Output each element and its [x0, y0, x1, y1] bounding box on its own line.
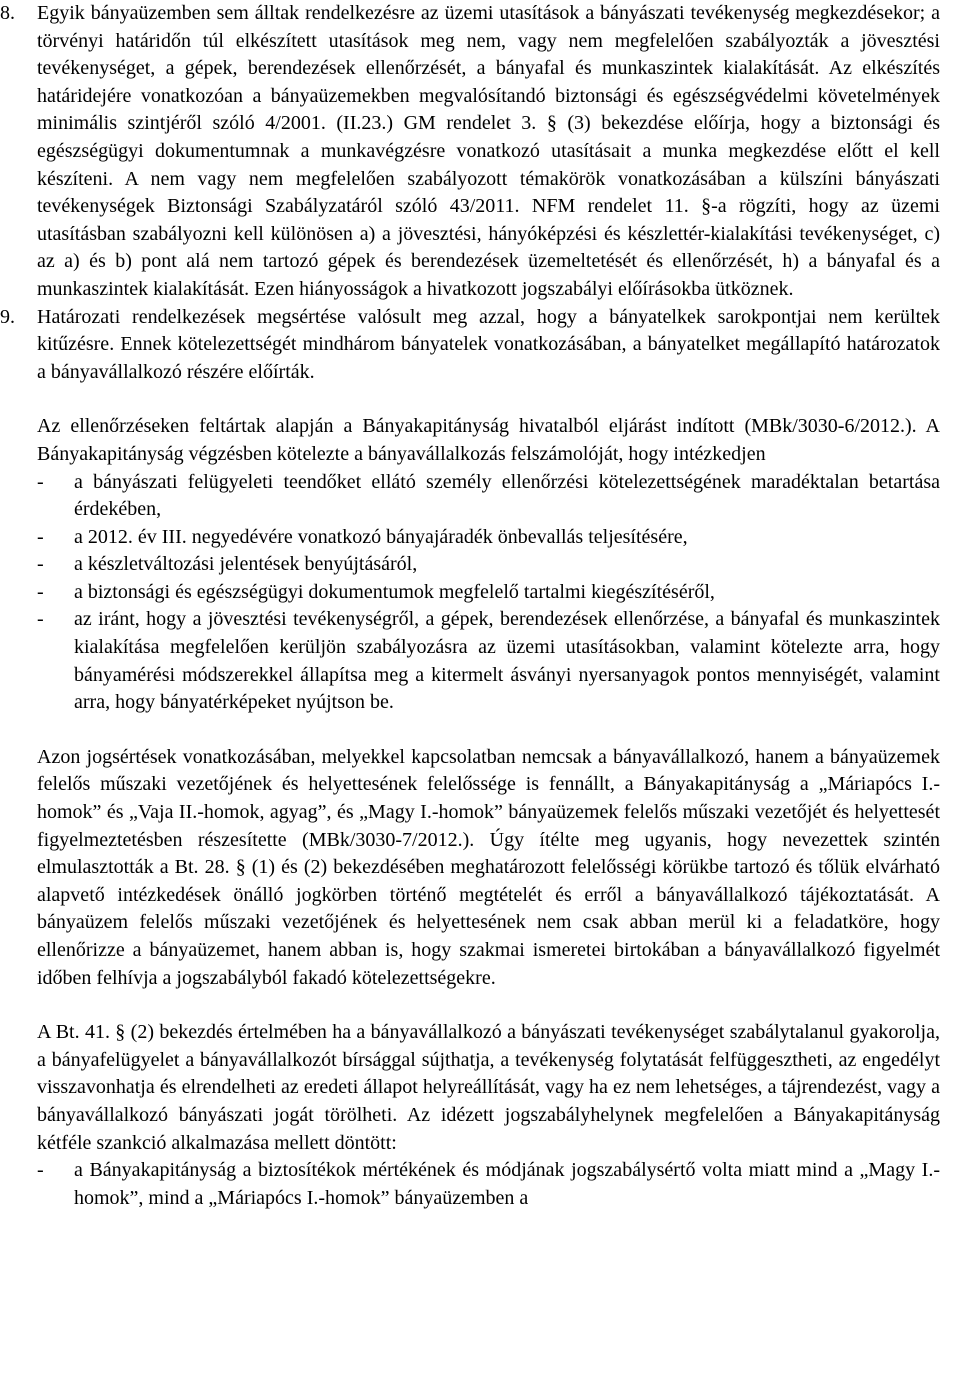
bullet-text: a Bányakapitányság a biztosítékok mértékének és módjának jogszabálysértő volta miatt mind a „Magy I.-homok”, mind a „Máriapócs I.-homok” bányaüzemben a — [74, 1159, 940, 1209]
numbered-item-8 — [0, 0, 940, 304]
bullet-dash: - — [37, 470, 44, 493]
bt41-paragraph: A Bt. 41. § (2) bekezdés értelmében ha a bányavállalkozó a bányászati tevékenységet szabálytalanul gyakorolja, a bányafelügyelet a bányavállalkozót bírsággal sújthatja, a tevékenység folytatását felfüggesztheti, az engedélyt visszavonhatja és elrendelheti az eredeti állapot helyreállítását, vagy ha ez nem lehetséges, a tájrendezést, vagy a bányavállalkozó bányászati jogát törölheti. Az idézett jogszabályhelynek megfelelően a Bányakapitányság kétféle szankció alkalmazása mellett döntött: — [37, 1021, 940, 1154]
bullet-dash: - — [37, 525, 44, 548]
paragraph-gap — [0, 386, 960, 413]
paragraph-gap — [0, 717, 960, 744]
bullet-dash: - — [37, 580, 44, 603]
bullet-item — [0, 469, 940, 524]
bullet-text: a készletváltozási jelentések benyújtásáról, — [74, 553, 418, 576]
bullet-dash: - — [37, 608, 44, 631]
bullet-item — [0, 606, 940, 716]
bullet-item — [0, 524, 940, 552]
bullet-item — [0, 551, 940, 579]
item-number: 9. — [0, 305, 15, 328]
item-text: Egyik bányaüzemben sem álltak rendelkezésre az üzemi utasítások a bányászati tevékenység megkezdésekor; a törvényi határidőn túl elkészített utasítások meg nem, vagy nem megfelelően szabályozták a jövesztési tevékenységet, a gépek, berendezések ellenőrzését, a bányafal és munkaszintek kialakítását. Az elkészítés határidejére vonatkozóan a bányaüzemekben megvalósítandó biztonsági és egészségvédelmi követelmények minimális szintjéről szóló 4/2001. (II.23.) GM rendelet 3. § (3) bekezdése előírja, hogy a biztonsági és egészségügyi dokumentumnak a munkavégzésre vonatkozó utasításait a munka megkezdése előtt el kell készíteni. A nem vagy nem megfelelően szabályozott témakörök vonatkozásában a külszíni bányászati tevékenységek Biztonsági Szabályzatáról szóló 43/2011. NFM rendelet 11. §-a rögzíti, hogy az üzemi utasításban szabályozni kell különösen a) a jövesztési, hányóképzési és készlettér-kialakítási tevékenységet, c) az a) és b) pont alá nem tartozó gépek és berendezések üzemeltetését és ellenőrzését, h) a bányafal és a munkaszintek kialakítását. Ezen hiányosságok a hivatkozott jogszabályi előírásokba ütköznek. — [37, 2, 940, 300]
bullet-text: a 2012. év III. negyedévére vonatkozó bányajáradék önbevallás teljesítésére, — [74, 525, 688, 548]
bullet-dash: - — [37, 553, 44, 576]
item-text: Határozati rendelkezések megsértése valósult meg azzal, hogy a bányatelkek sarokpontjai nem kerültek kitűzésre. Ennek kötelezettségét mindhárom bányatelek vonatkozásában, a bányatelket megállapító határozatok a bányavállalkozó részére előírták. — [37, 305, 940, 383]
violations-paragraph: Azon jogsértések vonatkozásában, melyekkel kapcsolatban nemcsak a bányavállalkozó, hanem a bányaüzemek felelős műszaki vezetőjének és helyettesének felelőssége is fennállt, a Bányakapitányság a „Máriapócs I.-homok” és „Vaja II.-homok, agyag”, és „Magy I.-homok” bányaüzemek felelős műszaki vezetőjét és helyettesét figyelmeztetésben részesítette (MBk/3030-7/2012.). Úgy ítélte meg ugyanis, hogy nevezettek szintén elmulasztották a Bt. 28. § (1) és (2) bekezdésében meghatározott felelősségi körükbe tartozó és tőlük elvárható alapvető intézkedések önálló jogkörben történő megtételét és erről a bányavállalkozó tájékoztatását. A bányaüzem felelős műszaki vezetőjének és helyettesének nem csak abban merül ki a feladatköre, hogy ellenőrizze a bányaüzemet, hanem abban is, hogy szakmai ismeretei birtokában a bányavállalkozó figyelmét időben felhívja a jogszabályból fakadó kötelezettségekre. — [37, 745, 940, 989]
bullet-item — [0, 579, 940, 607]
item-number: 8. — [0, 2, 15, 24]
bullet-text: a biztonsági és egészségügyi dokumentumok megfelelő tartalmi kiegészítéséről, — [74, 580, 715, 603]
bullet-text: az iránt, hogy a jövesztési tevékenységről, a gépek, berendezések ellenőrzése, a bányafal és munkaszintek kialakítása megfelelően kerüljön szabályozásra az üzemi utasításokban, valamint kötelezte arra, hogy bányamérési módszerekkel állapítsa meg a kitermelt ásványi nyersanyagok pontos mennyiségét, valamint arra, hogy bányatérképeket nyújtson be. — [74, 608, 940, 714]
numbered-item-9 — [0, 304, 940, 387]
bullet-item — [0, 1157, 940, 1212]
paragraph-gap — [0, 992, 960, 1019]
bullet-text: a bányászati felügyeleti teendőket ellátó személy ellenőrzési kötelezettségének maradéktalan betartása érdekében, — [74, 470, 940, 521]
bullet-dash: - — [37, 1159, 44, 1182]
inspection-paragraph: Az ellenőrzéseken feltártak alapján a Bányakapitányság hivatalból eljárást indított (MBk/3030-6/2012.). A Bányakapitányság végzésben kötelezte a bányavállalkozás felszámolóját, hogy intézkedjen — [37, 415, 940, 465]
